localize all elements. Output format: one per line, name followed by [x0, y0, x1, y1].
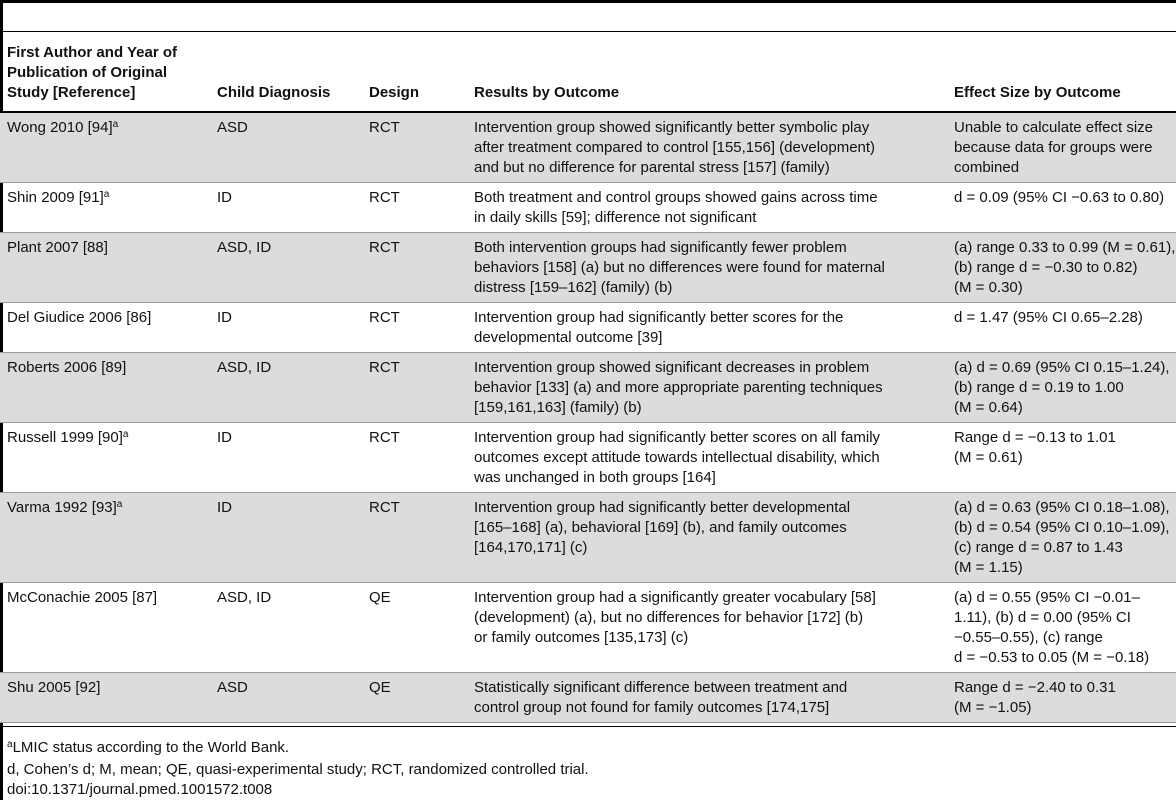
cell-design: RCT	[369, 429, 400, 446]
cell-effect-size	[954, 428, 1116, 468]
cell-results-line: or family outcomes [135,173] (c)	[474, 629, 689, 646]
header-author	[7, 43, 177, 103]
cell-results-line: [165–168] (a), behavioral [169] (b), and family outcomes	[474, 519, 847, 536]
footnote-ref: a	[122, 429, 129, 440]
cell-effect-size-line: (b) range d = 0.19 to 1.00	[954, 379, 1124, 396]
table-bottom-rule	[0, 726, 1176, 727]
cell-results-line: after treatment compared to control [155,156] (development)	[474, 139, 876, 156]
cell-author	[7, 188, 109, 208]
cell-results-line: (development) (a), but no differences for behavior [172] (b)	[474, 609, 864, 626]
cell-effect-size-line: Range d = −2.40 to 0.31	[954, 679, 1116, 696]
cell-effect-size-line: (b) d = 0.54 (95% CI 0.10–1.09),	[954, 519, 1170, 536]
cell-author	[7, 238, 108, 258]
header-effect-size: Effect Size by Outcome	[954, 84, 1121, 101]
cell-design: QE	[369, 589, 391, 606]
table-body	[0, 113, 1176, 723]
cell-results-line: Both intervention groups had significantly fewer problem	[474, 239, 847, 256]
cell-effect-size	[954, 308, 1143, 328]
cell-results	[474, 188, 878, 228]
cell-effect-size-line: because data for groups were	[954, 139, 1153, 156]
cell-diagnosis: ID	[217, 499, 232, 516]
table-row	[0, 493, 1176, 583]
footnote-ref: a	[103, 189, 110, 200]
cell-results	[474, 118, 875, 178]
cell-diagnosis: ID	[217, 309, 232, 326]
footnote-mark: a	[7, 739, 13, 750]
header-design: Design	[369, 84, 420, 101]
cell-results-line: control group not found for family outcomes [174,175]	[474, 699, 830, 716]
cell-effect-size-line: d = 0.09 (95% CI −0.63 to 0.80)	[954, 189, 1165, 206]
cell-author	[7, 498, 122, 518]
header-results: Results by Outcome	[474, 84, 620, 101]
cell-design: RCT	[369, 119, 400, 136]
footnote-lmic	[7, 738, 289, 758]
cell-effect-size	[954, 678, 1116, 718]
cell-results-line: Both treatment and control groups showed gains across time	[474, 189, 878, 206]
cell-effect-size	[954, 498, 1170, 578]
cell-author	[7, 588, 157, 608]
cell-results-line: and but no difference for parental stress [157] (family)	[474, 159, 830, 176]
cell-results-line: behavior [133] (a) and more appropriate parenting techniques	[474, 379, 883, 396]
cell-effect-size	[954, 188, 1164, 208]
cell-diagnosis: ID	[217, 189, 232, 206]
cell-author-text: Del Giudice 2006 [86]	[7, 309, 152, 326]
cell-diagnosis: ID	[217, 429, 232, 446]
cell-effect-size-line: (b) range d = −0.30 to 0.82)	[954, 259, 1138, 276]
cell-results-line: outcomes except attitude towards intellectual disability, which	[474, 449, 880, 466]
cell-results	[474, 308, 843, 348]
cell-author	[7, 308, 151, 328]
cell-author	[7, 118, 118, 138]
cell-results-line: behaviors [158] (a) but no differences were found for maternal	[474, 259, 885, 276]
cell-effect-size-line: (M = 0.64)	[954, 399, 1023, 416]
cell-author-text: Plant 2007 [88]	[7, 239, 108, 256]
cell-results-line: [159,161,163] (family) (b)	[474, 399, 642, 416]
header-author-line: Publication of Original	[7, 64, 168, 81]
footnote-doi: doi:10.1371/journal.pmed.1001572.t008	[7, 781, 273, 798]
cell-effect-size-line: (a) d = 0.55 (95% CI −0.01–	[954, 589, 1140, 606]
cell-effect-size	[954, 588, 1149, 668]
header-author-line: Study [Reference]	[7, 84, 136, 101]
table-row	[0, 183, 1176, 233]
cell-results-line: was unchanged in both groups [164]	[474, 469, 716, 486]
cell-results-line: Intervention group showed significant decreases in problem	[474, 359, 870, 376]
cell-effect-size-line: Unable to calculate effect size	[954, 119, 1154, 136]
cell-author-text: McConachie 2005 [87]	[7, 589, 158, 606]
cell-effect-size-line: d = 1.47 (95% CI 0.65–2.28)	[954, 309, 1143, 326]
cell-effect-size	[954, 118, 1153, 178]
cell-effect-size-line: (c) range d = 0.87 to 1.43	[954, 539, 1123, 556]
table-row	[0, 673, 1176, 723]
cell-design: RCT	[369, 309, 400, 326]
cell-effect-size-line: d = −0.53 to 0.05 (M = −0.18)	[954, 649, 1150, 666]
table-row	[0, 423, 1176, 493]
cell-effect-size-line: (a) range 0.33 to 0.99 (M = 0.61),	[954, 239, 1176, 256]
cell-results-line: Intervention group had a significantly greater vocabulary [58]	[474, 589, 876, 606]
table-row	[0, 303, 1176, 353]
cell-effect-size-line: (M = 0.30)	[954, 279, 1023, 296]
cell-results-line: Intervention group had significantly better scores for the	[474, 309, 844, 326]
cell-results-line: Statistically significant difference between treatment and	[474, 679, 848, 696]
cell-results	[474, 588, 876, 648]
cell-results	[474, 678, 847, 718]
cell-effect-size-line: (M = 0.61)	[954, 449, 1023, 466]
cell-effect-size-line: (a) d = 0.63 (95% CI 0.18–1.08),	[954, 499, 1170, 516]
cell-author-text: Roberts 2006 [89]	[7, 359, 127, 376]
cell-results-line: Intervention group showed significantly better symbolic play	[474, 119, 870, 136]
cell-results	[474, 238, 885, 298]
cell-results-line: Intervention group had significantly better developmental	[474, 499, 851, 516]
cell-effect-size-line: Range d = −0.13 to 1.01	[954, 429, 1116, 446]
table-row	[0, 353, 1176, 423]
cell-author-text: Shu 2005 [92]	[7, 679, 101, 696]
footnote-abbreviations: d, Cohen’s d; M, mean; QE, quasi-experimental study; RCT, randomized controlled trial.	[7, 761, 589, 778]
cell-results-line: [164,170,171] (c)	[474, 539, 588, 556]
footnote-lmic-text: LMIC status according to the World Bank.	[12, 739, 290, 756]
cell-design: RCT	[369, 359, 400, 376]
footnote-ref: a	[116, 499, 123, 510]
cell-diagnosis: ASD, ID	[217, 239, 272, 256]
cell-effect-size-line: (M = 1.15)	[954, 559, 1023, 576]
cell-results	[474, 498, 850, 558]
cell-author	[7, 678, 100, 698]
cell-diagnosis: ASD, ID	[217, 589, 272, 606]
table-row	[0, 233, 1176, 303]
table-top-rule	[0, 0, 1176, 3]
cell-diagnosis: ASD, ID	[217, 359, 272, 376]
cell-effect-size-line: 1.11), (b) d = 0.00 (95% CI	[954, 609, 1131, 626]
cell-author-text: Shin 2009 [91]	[7, 189, 104, 206]
cell-design: RCT	[369, 189, 400, 206]
footnote-ref: a	[112, 119, 119, 130]
cell-author	[7, 358, 126, 378]
cell-design: RCT	[369, 499, 400, 516]
table-row	[0, 113, 1176, 183]
cell-design: QE	[369, 679, 391, 696]
cell-author-text: Russell 1999 [90]	[7, 429, 123, 446]
table-row	[0, 583, 1176, 673]
cell-results-line: Intervention group had significantly better scores on all family	[474, 429, 881, 446]
cell-effect-size-line: (M = −1.05)	[954, 699, 1032, 716]
cell-effect-size	[954, 238, 1175, 298]
cell-results-line: in daily skills [59]; difference not significant	[474, 209, 757, 226]
header-diagnosis: Child Diagnosis	[217, 84, 331, 101]
cell-results	[474, 358, 883, 418]
cell-results-line: distress [159–162] (family) (b)	[474, 279, 673, 296]
cell-effect-size-line: −0.55–0.55), (c) range	[954, 629, 1103, 646]
cell-effect-size-line: combined	[954, 159, 1020, 176]
cell-author	[7, 428, 128, 448]
header-author-line: First Author and Year of	[7, 44, 178, 61]
cell-design: RCT	[369, 239, 400, 256]
cell-author-text: Wong 2010 [94]	[7, 119, 113, 136]
cell-effect-size-line: (a) d = 0.69 (95% CI 0.15–1.24),	[954, 359, 1170, 376]
cell-effect-size	[954, 358, 1170, 418]
cell-diagnosis: ASD	[217, 119, 248, 136]
cell-author-text: Varma 1992 [93]	[7, 499, 117, 516]
table-header	[0, 32, 1176, 111]
cell-diagnosis: ASD	[217, 679, 248, 696]
cell-results-line: developmental outcome [39]	[474, 329, 663, 346]
cell-results	[474, 428, 880, 488]
